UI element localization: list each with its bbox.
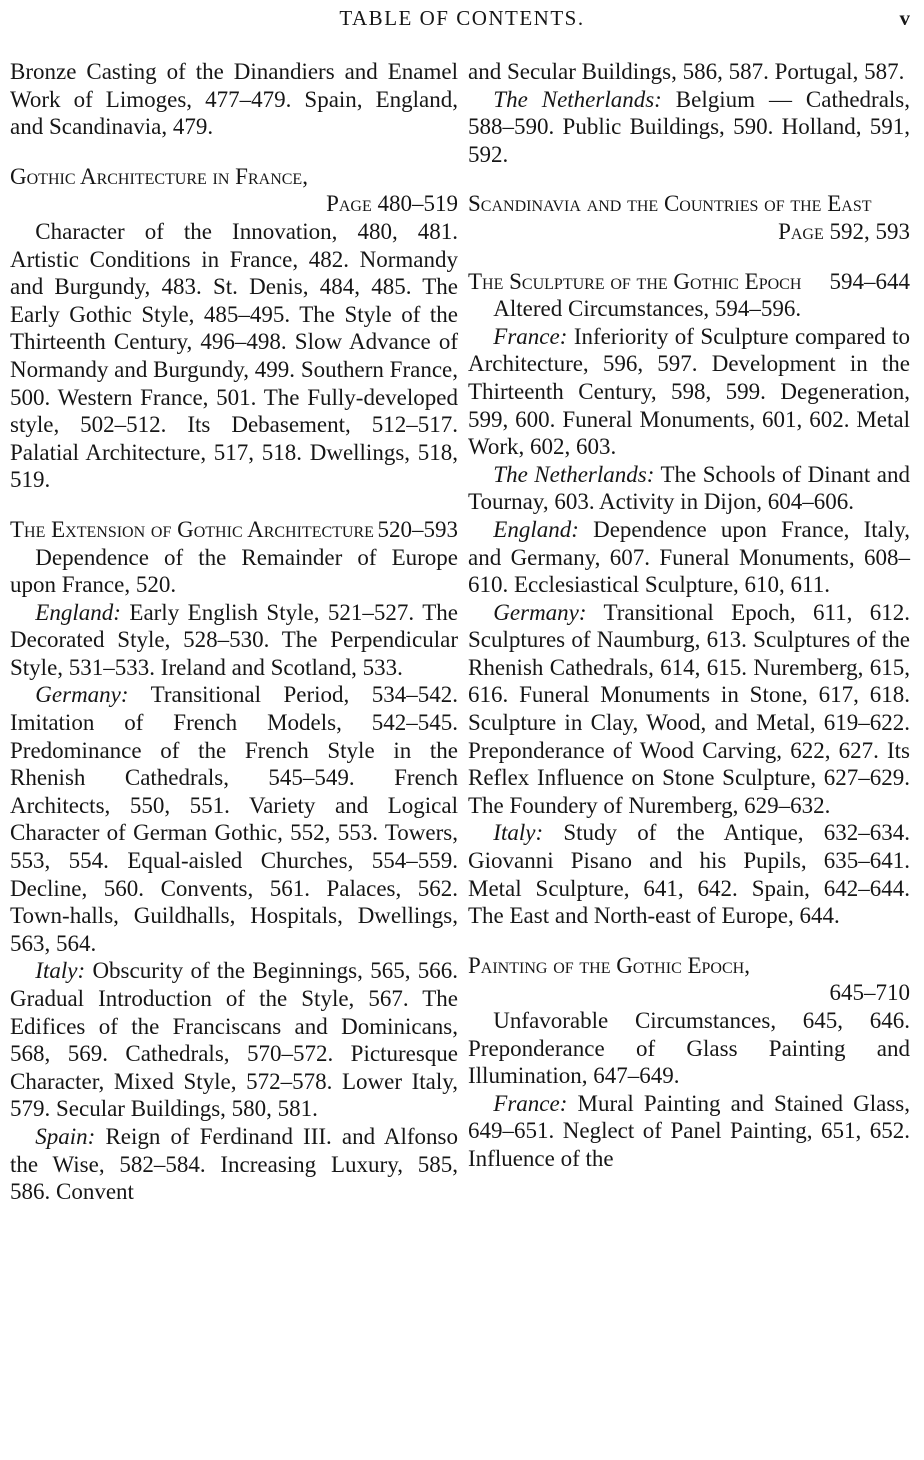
subentry-text: Inferiority of Sculpture compared to Architecture, 596, 597. Development in the Thirteenth Century, 598, 599. Degeneration, 599, 600. Funeral Monuments, 601, 602. Metal Work, 602, 603. (468, 323, 911, 460)
subentry-england (10, 599, 458, 682)
page-range: Page 480–519 (326, 191, 458, 217)
subentry-netherlands (468, 461, 910, 516)
section-body: Unfavorable Circumstances, 645, 646. Preponderance of Glass Painting and Illumination, 647–649. (468, 1008, 910, 1089)
subentry-italy (10, 957, 458, 1123)
subentry-france (468, 323, 910, 461)
page-numeral: v (899, 6, 910, 30)
section-heading-extension (10, 516, 458, 544)
country-label: Spain: (35, 1123, 96, 1149)
continued-entry: and Secular Buildings, 586, 587. Portugal, 587. (468, 59, 905, 84)
subentry-text: Early English Style, 521–527. The Decorated Style, 528–530. The Perpendicular Style, 531–533. Ireland and Scotland, 533. (10, 599, 459, 680)
subentry-text: Dependence upon France, Italy, and Germany, 607. Funeral Monuments, 608–610. Ecclesiastical Sculpture, 610, 611. (468, 516, 911, 598)
country-label: France: (493, 323, 568, 349)
intro-entry: Bronze Casting of the Dinandiers and Enamel Work of Limoges, 477–479. Spain, England, and Scandinavia, 479. (10, 59, 458, 140)
country-label: England: (493, 516, 579, 542)
section-body: Dependence of the Remainder of Europe upon France, 520. (10, 544, 458, 598)
country-label: Germany: (35, 682, 129, 708)
subentry-england (468, 516, 910, 599)
heading-text: The Extension of Gothic Architecture (10, 516, 374, 542)
country-label: France: (493, 1090, 568, 1116)
page-range: Page 592, 593 (778, 218, 910, 244)
page-range: 645–710 (829, 980, 910, 1006)
country-label: The Netherlands: (493, 461, 655, 487)
section-body: Altered Circumstances, 594–596. (493, 296, 802, 322)
subentry-text: Study of the Antique, 632–634. Giovanni Pisano and his Pupils, 635–641. Metal Sculpture, 641, 642. Spain, 642–644. The East and North-east of Europe, 644. (468, 820, 911, 929)
page-range: 520–593 (377, 516, 458, 542)
running-header-title: TABLE OF CONTENTS. (339, 6, 585, 30)
subentry-spain (10, 1123, 458, 1206)
section-body: Character of the Innovation, 480, 481. Artistic Conditions in France, 482. Normandy and Burgundy, 483. St. Denis, 484, 485. The Early Gothic Style, 485–495. The Style of the Thirteenth Century, 496–498. Slow Advance of Normandy and Burgundy, 499. Southern France, 500. Western France, 501. The Fully-developed style, 502–512. Its Debasement, 512–517. Palatial Architecture, 517, 518. Dwellings, 518, 519. (10, 218, 458, 493)
page-range: 594–644 (829, 268, 910, 294)
subentry-text: The Schools of Dinant and Tournay, 603. Activity in Dijon, 604–606. (468, 461, 910, 515)
subentry-text: Belgium — Cathedrals, 588–590. Public Buildings, 590. Holland, 591, 592. (468, 86, 911, 167)
subentry-text: Mural Painting and Stained Glass, 649–651. Neglect of Panel Painting, 651, 652. Influence of the (468, 1090, 911, 1171)
country-label: England: (35, 599, 121, 625)
left-column (10, 58, 458, 1206)
subentry-text: Transitional Epoch, 611, 612. Sculptures of Naumburg, 613. Sculptures of the Rhenish Cathedrals, 614, 615. Nuremberg, 615, 616. Funeral Monuments in Stone, 617, 618. Sculpture in Clay, Wood, and Metal, 619–622. Preponderance of Wood Carving, 622, 627. Its Reflex Influence on Stone Sculpture, 627–629. The Foundery of Nuremberg, 629–632. (468, 599, 910, 818)
section-heading-sculpture (468, 268, 910, 296)
heading-text: Gothic Architecture in France, (10, 163, 308, 189)
country-label: The Netherlands: (493, 86, 662, 112)
heading-text: The Sculpture of the Gothic Epoch (468, 268, 802, 294)
country-label: Italy: (35, 958, 86, 984)
section-heading-scandinavia (468, 190, 910, 245)
right-column (468, 58, 910, 1173)
subentry-germany (468, 599, 910, 820)
heading-text: Painting of the Gothic Epoch, (468, 952, 750, 978)
subentry-netherlands (468, 86, 910, 169)
country-label: Italy: (493, 820, 544, 846)
subentry-text: Transitional Period, 534–542. Imitation of French Models, 542–545. Predominance of the French Style in the Rhenish Cathedrals, 545–549. French Architects, 550, 551. Variety and Logical Character of German Gothic, 552, 553. Towers, 553, 554. Equal-aisled Churches, 554–559. Decline, 560. Convents, 561. Palaces, 562. Town-halls, Guildhalls, Hospitals, Dwellings, 563, 564. (10, 682, 458, 956)
subentry-italy (468, 819, 910, 929)
subentry-france (468, 1090, 910, 1173)
country-label: Germany: (493, 599, 587, 625)
subentry-text: Reign of Ferdinand III. and Alfonso the Wise, 582–584. Increasing Luxury, 585, 586. Convent (10, 1123, 459, 1205)
subentry-text: Obscurity of the Beginnings, 565, 566. Gradual Introduction of the Style, 567. The Edifices of the Franciscans and Dominicans, 568, 569. Cathedrals, 570–572. Picturesque Character, Mixed Style, 572–578. Lower Italy, 579. Secular Buildings, 580, 581. (10, 958, 459, 1122)
subentry-germany (10, 681, 458, 957)
heading-text: Scandinavia and the Countries of the East (468, 191, 872, 217)
section-heading-gothic-france (10, 163, 458, 218)
section-heading-painting (468, 952, 910, 1007)
